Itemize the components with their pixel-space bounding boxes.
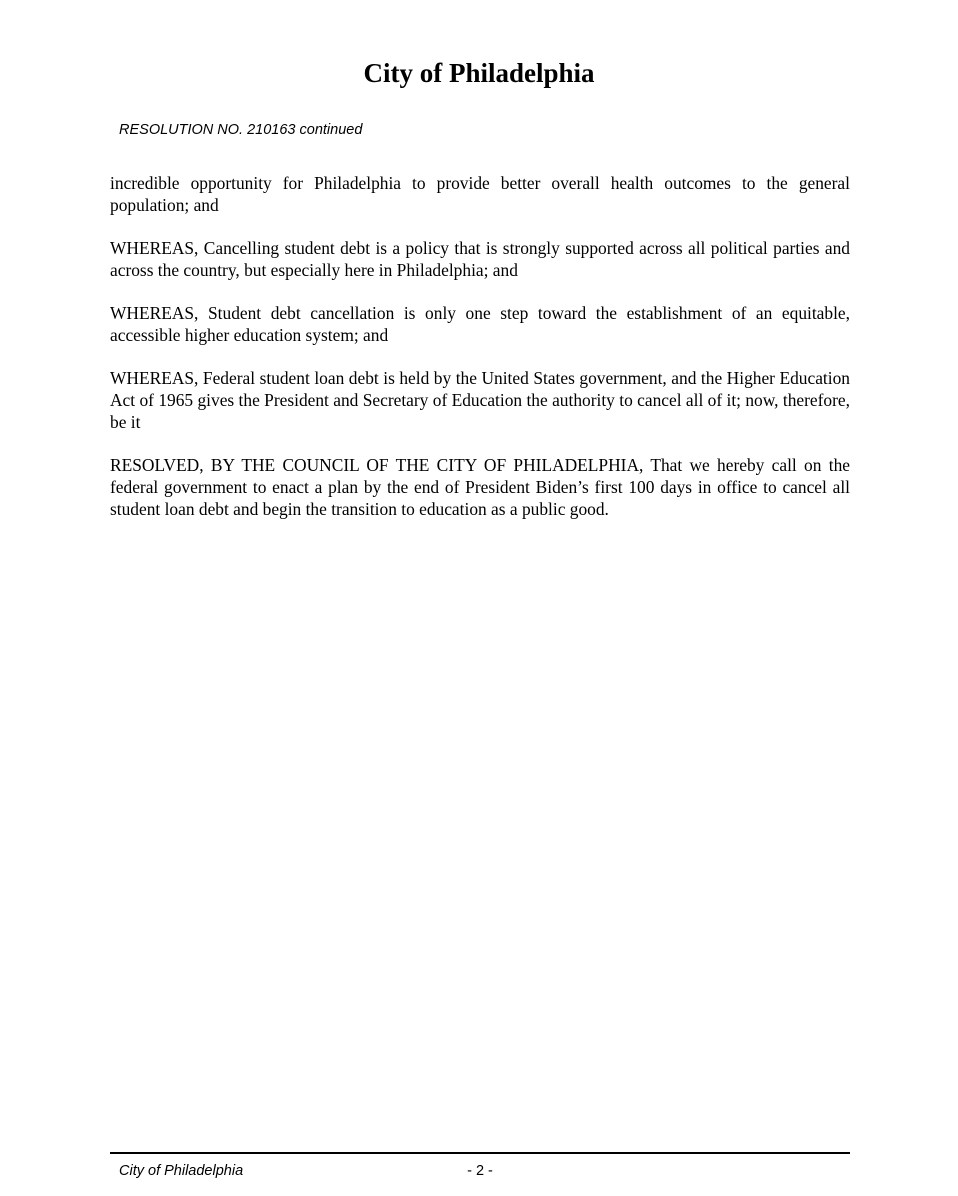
paragraph-whereas-authority: WHEREAS, Federal student loan debt is held by the United States government, and the Higher Education Act of 1965 gives the President and Secretary of Education the authority to cancel all of it; now, therefore, be it [110,368,850,432]
footer-divider [110,1152,850,1154]
paragraph-intro: incredible opportunity for Philadelphia to provide better overall health outcomes to the general population; and [110,173,850,215]
paragraph-whereas-support: WHEREAS, Cancelling student debt is a policy that is strongly supported across all political parties and across the country, but especially here in Philadelphia; and [110,238,850,280]
resolution-reference: RESOLUTION NO. 210163 continued [119,122,363,138]
resolution-body [110,172,850,541]
footer-page-number: - 2 - [467,1163,493,1179]
page-title: City of Philadelphia [363,58,595,88]
footer-city-name: City of Philadelphia [119,1163,244,1179]
paragraph-resolved: RESOLVED, BY THE COUNCIL OF THE CITY OF PHILADELPHIA, That we hereby call on the federal government to enact a plan by the end of President Biden’s first 100 days in office to cancel all student loan debt and begin the transition to education as a public good. [110,455,850,519]
paragraph-whereas-step: WHEREAS, Student debt cancellation is only one step toward the establishment of an equitable, accessible higher education system; and [110,303,850,345]
